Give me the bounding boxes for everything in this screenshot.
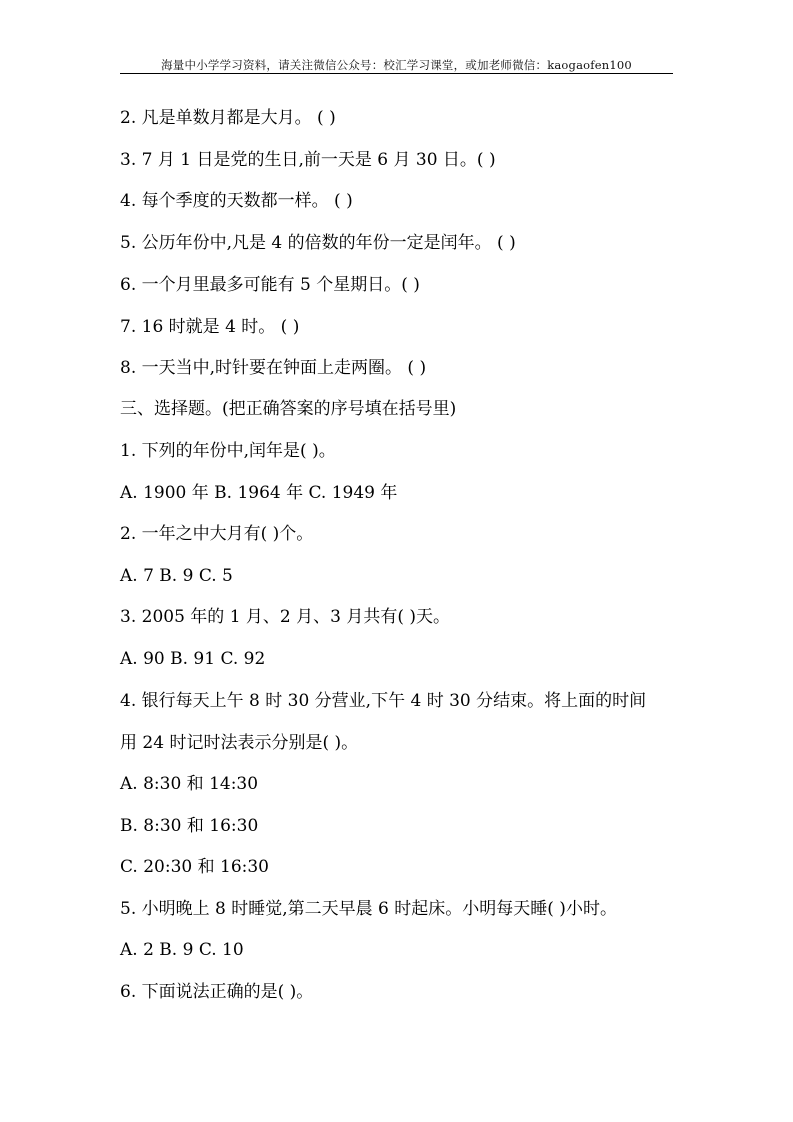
judgement-item-4: 4. 每个季度的天数都一样。 ( ) xyxy=(120,191,353,211)
choice-options-5: A. 2 B. 9 C. 10 xyxy=(120,940,244,960)
choice-option-4c: C. 20:30 和 16:30 xyxy=(120,857,269,877)
choice-option-4a: A. 8:30 和 14:30 xyxy=(120,774,259,794)
choice-options-1: A. 1900 年 B. 1964 年 C. 1949 年 xyxy=(120,483,398,503)
judgement-item-7: 7. 16 时就是 4 时。 ( ) xyxy=(120,317,300,337)
judgement-item-5: 5. 公历年份中,凡是 4 的倍数的年份一定是闰年。 ( ) xyxy=(120,233,516,253)
judgement-item-8: 8. 一天当中,时针要在钟面上走两圈。 ( ) xyxy=(120,358,427,378)
choice-question-4-line-2: 用 24 时记时法表示分别是( )。 xyxy=(120,733,359,753)
judgement-item-3: 3. 7 月 1 日是党的生日,前一天是 6 月 30 日。( ) xyxy=(120,150,496,170)
judgement-item-6: 6. 一个月里最多可能有 5 个星期日。( ) xyxy=(120,275,420,295)
choice-question-6: 6. 下面说法正确的是( )。 xyxy=(120,982,314,1002)
page-header: 海量中小学学习资料，请关注微信公众号：校汇学习课堂，或加老师微信：kaogaofen100 xyxy=(161,58,632,72)
judgement-item-2: 2. 凡是单数月都是大月。 ( ) xyxy=(120,108,336,128)
header-divider xyxy=(120,73,673,74)
choice-question-2: 2. 一年之中大月有( )个。 xyxy=(120,524,314,544)
choice-options-2: A. 7 B. 9 C. 5 xyxy=(120,566,233,586)
choice-question-3: 3. 2005 年的 1 月、2 月、3 月共有( )天。 xyxy=(120,607,451,627)
choice-question-1: 1. 下列的年份中,闰年是( )。 xyxy=(120,441,336,461)
choice-options-3: A. 90 B. 91 C. 92 xyxy=(120,649,266,669)
choice-question-5: 5. 小明晚上 8 时睡觉,第二天早晨 6 时起床。小明每天睡( )小时。 xyxy=(120,899,617,919)
section-title-choice: 三、选择题。(把正确答案的序号填在括号里) xyxy=(120,399,457,419)
choice-question-4-line-1: 4. 银行每天上午 8 时 30 分营业,下午 4 时 30 分结束。将上面的时间 xyxy=(120,691,647,711)
choice-option-4b: B. 8:30 和 16:30 xyxy=(120,816,259,836)
